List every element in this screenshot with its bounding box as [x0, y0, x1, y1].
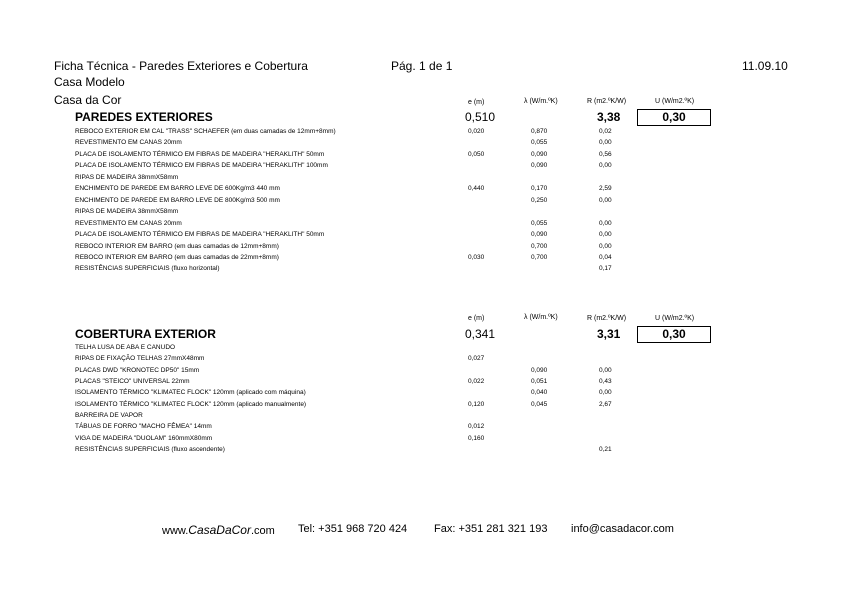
layer-conductivity: 0,090 [531, 231, 548, 239]
walls-section-title: PAREDES EXTERIORES [75, 110, 213, 124]
table-row [75, 378, 635, 389]
layer-resistance: 0,00 [599, 219, 612, 227]
table-row [75, 367, 635, 378]
telephone: Tel: +351 968 720 424 [298, 523, 408, 535]
layer-name: PLACAS DWD "KRONOTEC DP50" 15mm [75, 366, 200, 374]
layer-conductivity: 0,250 [531, 196, 548, 204]
layer-conductivity: 0,055 [531, 219, 548, 227]
col-header-r: R (m2.ºK/W) [587, 98, 627, 105]
layer-name: BARREIRA DE VAPOR [75, 412, 143, 420]
walls-u-value: 0,30 [637, 109, 711, 126]
table-row [75, 128, 635, 139]
table-row [75, 254, 635, 265]
layer-conductivity: 0,040 [531, 389, 548, 397]
layer-thickness: 0,020 [468, 128, 485, 135]
roof-u-value: 0,30 [637, 326, 711, 343]
table-row [75, 151, 635, 162]
layer-conductivity: 0,170 [531, 185, 548, 193]
layer-thickness: 0,160 [468, 434, 485, 442]
layer-thickness: 0,012 [468, 423, 485, 431]
col-header-u: U (W/m2.ºK) [655, 315, 695, 322]
layer-resistance: 0,00 [599, 366, 612, 374]
table-row [75, 412, 635, 423]
layer-resistance: 0,00 [599, 231, 612, 239]
layer-conductivity: 0,055 [531, 139, 548, 147]
col-header-e: e (m) [468, 99, 485, 106]
layer-thickness: 0,050 [468, 150, 485, 158]
layer-conductivity: 0,090 [531, 366, 548, 374]
layer-name: TÁBUAS DE FORRO "MACHO FÊMEA" 14mm [75, 423, 212, 431]
project-name: Casa Modelo [54, 75, 125, 89]
website-suffix: .com [250, 525, 275, 537]
col-header-u: U (W/m2.ºK) [655, 98, 695, 105]
layer-conductivity: 0,700 [531, 253, 548, 261]
website-prefix: www. [162, 525, 189, 537]
layer-resistance: 0,02 [599, 128, 612, 135]
table-row [75, 265, 635, 276]
layer-name: RIPAS DE FIXAÇÃO TELHAS 27mmX48mm [75, 355, 205, 363]
layer-name: RESISTÊNCIAS SUPERFICIAIS (fluxo ascendente) [75, 446, 225, 454]
layer-name: REBOCO EXTERIOR EM CAL "TRASS" SCHAEFER (em duas camadas de 12mm+8mm) [75, 128, 336, 135]
table-row [75, 355, 635, 366]
layer-thickness: 0,440 [468, 185, 485, 193]
table-row [75, 243, 635, 254]
table-row [75, 185, 635, 196]
fax: Fax: +351 281 321 193 [434, 523, 548, 535]
layer-conductivity: 0,090 [531, 150, 548, 158]
layer-resistance: 0,56 [599, 150, 612, 158]
document-title: Ficha Técnica - Paredes Exteriores e Cobertura [54, 59, 308, 73]
layer-name: REVESTIMENTO EM CANAS 20mm [75, 219, 182, 227]
layer-name: ISOLAMENTO TÉRMICO "KLIMATEC FLOCK" 120mm (aplicado manualmente) [75, 400, 307, 408]
layer-name: ENCHIMENTO DE PAREDE EM BARRO LEVE DE 600Kg/m3 440 mm [75, 185, 280, 193]
roof-section-title: COBERTURA EXTERIOR [75, 327, 216, 341]
layer-name: RIPAS DE MADEIRA 38mmX58mm [75, 173, 179, 181]
layer-resistance: 2,59 [599, 185, 612, 193]
col-header-lambda: λ (W/m.ºK) [524, 98, 558, 105]
layer-conductivity: 0,051 [531, 378, 548, 386]
layer-resistance: 0,04 [599, 253, 612, 261]
walls-r-total: 3,38 [597, 110, 621, 124]
layer-resistance: 0,00 [599, 389, 612, 397]
layer-resistance: 0,17 [599, 265, 612, 273]
layer-name: ISOLAMENTO TÉRMICO "KLIMATEC FLOCK" 120mm (aplicado com máquina) [75, 389, 306, 397]
table-row [75, 401, 635, 412]
document-date: 11.09.10 [742, 59, 788, 73]
layer-name: PLACA DE ISOLAMENTO TÉRMICO EM FIBRAS DE MADEIRA "HERAKLITH" 100mm [75, 162, 328, 170]
layer-conductivity: 0,700 [531, 242, 548, 250]
walls-e-total: 0,510 [465, 110, 496, 124]
table-row [75, 220, 635, 231]
layer-name: VIGA DE MADEIRA "DUOLAM" 160mmX80mm [75, 434, 213, 442]
client-name: Casa da Cor [54, 93, 122, 107]
table-row [75, 344, 635, 355]
layer-name: RESISTÊNCIAS SUPERFICIAIS (fluxo horizontal) [75, 265, 220, 273]
layer-conductivity: 0,870 [531, 128, 548, 135]
website-link[interactable] [162, 523, 275, 537]
layer-name: PLACA DE ISOLAMENTO TÉRMICO EM FIBRAS DE MADEIRA "HERAKLITH" 50mm [75, 231, 325, 239]
table-row [75, 231, 635, 242]
col-header-r: R (m2.ºK/W) [587, 315, 627, 322]
table-row [75, 139, 635, 150]
page-number: Pág. 1 de 1 [391, 59, 453, 73]
layer-resistance: 0,00 [599, 139, 612, 147]
layer-resistance: 2,67 [599, 400, 612, 408]
layer-thickness: 0,022 [468, 378, 485, 386]
email-link[interactable]: info@casadacor.com [571, 523, 674, 535]
layer-thickness: 0,030 [468, 253, 485, 261]
layer-name: ENCHIMENTO DE PAREDE EM BARRO LEVE DE 800Kg/m3 500 mm [75, 196, 280, 204]
layer-thickness: 0,120 [468, 400, 485, 408]
table-row [75, 174, 635, 185]
brand-name: CasaDaCor [188, 523, 251, 537]
layer-resistance: 0,00 [599, 242, 612, 250]
table-row [75, 162, 635, 173]
layer-name: RIPAS DE MADEIRA 38mmX58mm [75, 208, 179, 216]
table-row [75, 389, 635, 400]
layer-name: REBOCO INTERIOR EM BARRO (em duas camadas de 12mm+8mm) [75, 242, 279, 250]
table-row [75, 435, 635, 446]
roof-e-total: 0,341 [465, 327, 496, 341]
table-row [75, 423, 635, 434]
roof-r-total: 3,31 [597, 327, 621, 341]
layer-name: REVESTIMENTO EM CANAS 20mm [75, 139, 182, 147]
layer-conductivity: 0,090 [531, 162, 548, 170]
layer-name: PLACAS "STEICO" UNIVERSAL 22mm [75, 378, 190, 386]
layer-conductivity: 0,045 [531, 400, 548, 408]
layer-resistance: 0,43 [599, 378, 612, 386]
col-header-e: e (m) [468, 315, 485, 322]
layer-resistance: 0,00 [599, 196, 612, 204]
table-row [75, 197, 635, 208]
layer-name: PLACA DE ISOLAMENTO TÉRMICO EM FIBRAS DE MADEIRA "HERAKLITH" 50mm [75, 150, 325, 158]
col-header-lambda: λ (W/m.ºK) [524, 314, 558, 321]
layer-resistance: 0,21 [599, 446, 612, 454]
layer-name: TELHA LUSA DE ABA E CANUDO [75, 344, 176, 351]
layer-resistance: 0,00 [599, 162, 612, 170]
layer-name: REBOCO INTERIOR EM BARRO (em duas camadas de 22mm+8mm) [75, 253, 279, 261]
table-row [75, 208, 635, 219]
table-row [75, 446, 635, 457]
layer-thickness: 0,027 [468, 355, 485, 363]
